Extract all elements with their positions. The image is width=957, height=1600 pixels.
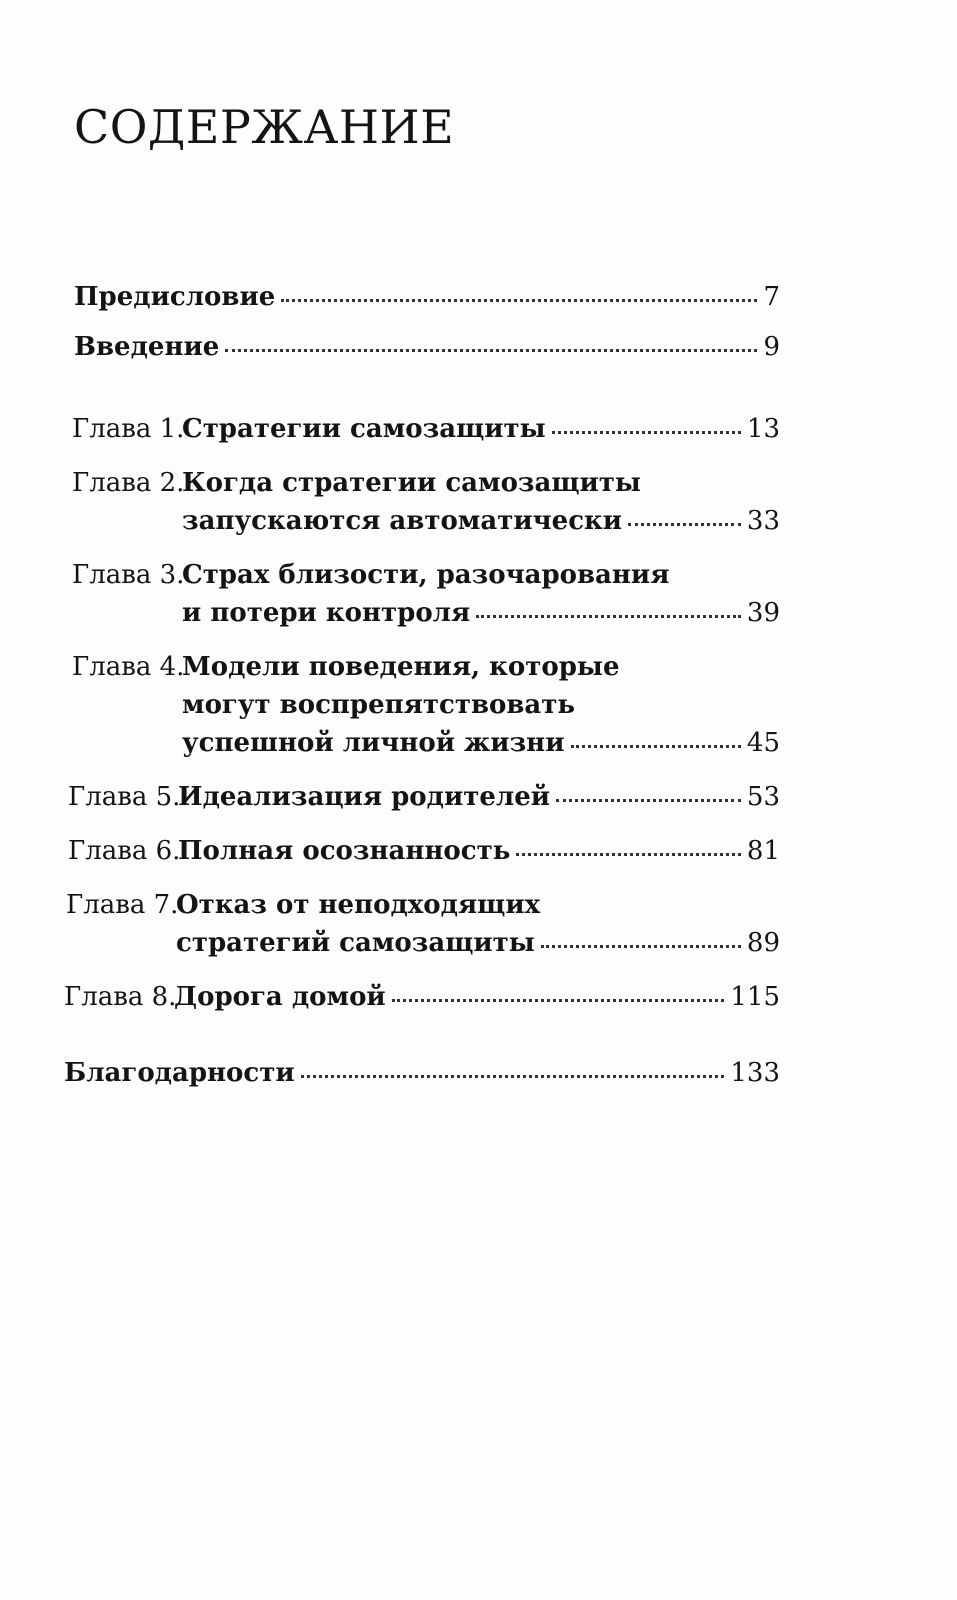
toc-page-number: 81 [746,836,780,866]
toc-page-number: 133 [730,1058,780,1088]
toc-entry-title: Полная осознанность [178,836,511,866]
dot-leader [571,745,741,748]
toc-entry-title: Дорога домой [174,982,386,1012]
dot-leader [301,1075,725,1078]
chapter-prefix: Глава 6. [68,836,181,866]
dot-leader [281,299,757,302]
toc-entry-title: Стратегии самозащиты [182,414,546,444]
toc-entry-chapter-3-cont[interactable] [182,600,780,626]
toc-entry-introduction[interactable] [74,334,780,360]
toc-entry-chapter-7-cont[interactable] [176,930,780,956]
toc-entry-title-cont: и потери контроля [182,598,471,628]
toc-entry-chapter-4[interactable] [72,654,780,680]
dot-leader [556,799,741,802]
toc-entry-title: Введение [74,332,220,362]
toc-page-number: 9 [763,332,780,362]
toc-entry-title: Модели поведения, которые [182,652,620,682]
toc-page-number: 13 [746,414,780,444]
toc-entry-chapter-2[interactable] [72,470,780,496]
chapter-prefix: Глава 3. [72,560,185,590]
toc-page-number: 115 [730,982,780,1012]
toc-page-number: 45 [746,728,780,758]
chapter-prefix: Глава 2. [72,468,185,498]
chapter-prefix: Глава 5. [68,782,181,812]
toc-entry-chapter-7[interactable] [66,892,780,918]
toc-entry-title: Страх близости, разочарования [182,560,670,590]
toc-entry-title: Когда стратегии самозащиты [182,468,641,498]
page-title: СОДЕРЖАНИЕ [74,100,455,154]
chapter-prefix: Глава 1. [72,414,185,444]
toc-entry-title-cont: успешной личной жизни [182,728,565,758]
toc-entry-chapter-2-cont[interactable] [182,508,780,534]
toc-entry-chapter-5[interactable] [68,784,780,810]
toc-entry-acknowledgements[interactable] [64,1060,780,1086]
toc-entry-chapter-6[interactable] [68,838,780,864]
toc-page-number: 89 [746,928,780,958]
dot-leader [476,615,741,618]
toc-entry-chapter-8[interactable] [64,984,780,1010]
dot-leader [552,431,741,434]
toc-entry-title: Идеализация родителей [178,782,551,812]
toc-page-number: 7 [763,282,780,312]
toc-entry-chapter-4-cont[interactable] [182,730,780,756]
dot-leader [628,523,741,526]
toc-entry-title-cont: могут воспрепятствовать [182,690,576,720]
toc-entry-title-cont: стратегий самозащиты [176,928,535,958]
toc-entry-title: Отказ от неподходящих [176,890,541,920]
toc-page-number: 53 [746,782,780,812]
dot-leader [225,349,757,352]
chapter-prefix: Глава 8. [64,982,177,1012]
toc-entry-title: Предисловие [74,282,276,312]
toc-page-number: 39 [746,598,780,628]
dot-leader [516,853,741,856]
toc-entry-title: Благодарности [64,1058,295,1088]
dot-leader [541,945,741,948]
toc-entry-preface[interactable] [74,284,780,310]
chapter-prefix: Глава 7. [66,890,179,920]
dot-leader [392,999,725,1002]
toc-entry-chapter-3[interactable] [72,562,780,588]
toc-entry-title-cont: запускаются автоматически [182,506,623,536]
toc-entry-chapter-1[interactable] [72,416,780,442]
toc-page-number: 33 [746,506,780,536]
chapter-prefix: Глава 4. [72,652,185,682]
